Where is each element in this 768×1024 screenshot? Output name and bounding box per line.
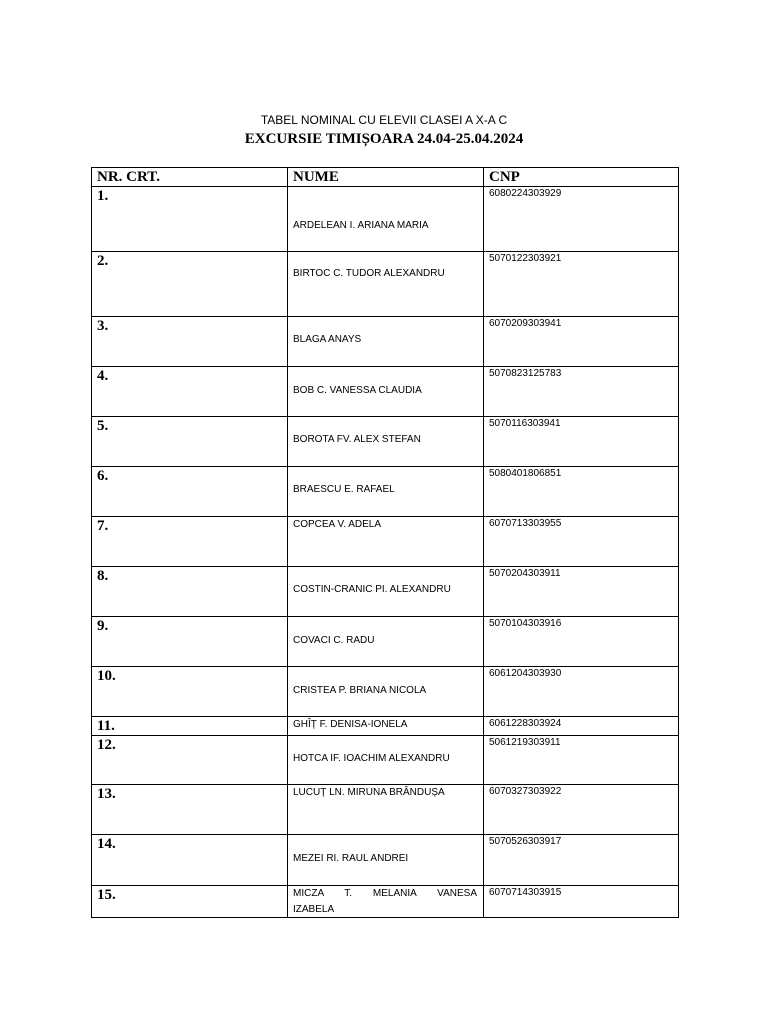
row-number: 5.	[92, 417, 288, 467]
row-name-cell	[288, 567, 484, 617]
table-row	[92, 417, 679, 467]
row-number: 4.	[92, 367, 288, 417]
table-row	[92, 252, 679, 317]
row-number: 10.	[92, 667, 288, 717]
student-name: CRISTEA P. BRIANA NICOLA	[293, 685, 427, 696]
table-row	[92, 667, 679, 717]
row-number: 12.	[92, 736, 288, 785]
row-cnp: 6070713303955	[484, 517, 679, 567]
table-header-row	[92, 168, 679, 187]
row-name-cell	[288, 252, 484, 317]
row-cnp: 5070823125783	[484, 367, 679, 417]
student-name-line2: IZABELA	[293, 904, 335, 915]
row-number: 13.	[92, 785, 288, 835]
table-row	[92, 736, 679, 785]
table-row	[92, 367, 679, 417]
table-row	[92, 517, 679, 567]
row-number: 3.	[92, 317, 288, 367]
row-cnp: 5070116303941	[484, 417, 679, 467]
row-number: 11.	[92, 717, 288, 736]
row-name-cell	[288, 835, 484, 886]
row-name-cell	[288, 467, 484, 517]
row-cnp: 6061228303924	[484, 717, 679, 736]
row-number: 6.	[92, 467, 288, 517]
page-title: TABEL NOMINAL CU ELEVII CLASEI A X-A C	[260, 113, 508, 127]
student-name-line1: MICZA T. MELANIA VANESA	[293, 888, 477, 899]
table-row	[92, 785, 679, 835]
row-cnp: 5070204303911	[484, 567, 679, 617]
student-name: COSTIN-CRANIC PI. ALEXANDRU	[293, 584, 451, 595]
row-name-cell	[288, 617, 484, 667]
student-name: BOB C. VANESSA CLAUDIA	[293, 385, 422, 396]
table-row	[92, 187, 679, 252]
student-name: LUCUȚ LN. MIRUNA BRÂNDUȘA	[293, 787, 445, 798]
row-name-cell	[288, 886, 484, 918]
row-name-cell	[288, 417, 484, 467]
row-number: 1.	[92, 187, 288, 252]
student-name: BIRTOC C. TUDOR ALEXANDRU	[293, 268, 445, 279]
student-name: COVACI C. RADU	[293, 635, 375, 646]
table-row	[92, 617, 679, 667]
row-cnp: 5061219303911	[484, 736, 679, 785]
table-row	[92, 835, 679, 886]
row-name-cell	[288, 736, 484, 785]
row-name-cell	[288, 517, 484, 567]
row-name-cell	[288, 785, 484, 835]
header-cnp: CNP	[484, 168, 679, 187]
students-table	[91, 167, 679, 918]
table-row	[92, 717, 679, 736]
student-name: MEZEI RI. RAUL ANDREI	[293, 853, 409, 864]
student-name: BLAGA ANAYS	[293, 334, 362, 345]
header-name: NUME	[288, 168, 484, 187]
table-row	[92, 317, 679, 367]
row-number: 9.	[92, 617, 288, 667]
row-cnp: 5070526303917	[484, 835, 679, 886]
row-name-cell	[288, 717, 484, 736]
row-number: 2.	[92, 252, 288, 317]
row-name-cell	[288, 187, 484, 252]
row-cnp: 6080224303929	[484, 187, 679, 252]
student-name: GHÎȚ F. DENISA-IONELA	[293, 719, 408, 730]
page-subtitle: EXCURSIE TIMIȘOARA 24.04-25.04.2024	[244, 131, 524, 147]
row-name-cell	[288, 667, 484, 717]
row-number: 15.	[92, 886, 288, 918]
row-name-cell	[288, 317, 484, 367]
row-number: 7.	[92, 517, 288, 567]
row-cnp: 5080401806851	[484, 467, 679, 517]
table-row	[92, 467, 679, 517]
row-cnp: 6070327303922	[484, 785, 679, 835]
row-cnp: 5070122303921	[484, 252, 679, 317]
row-cnp: 6070209303941	[484, 317, 679, 367]
row-number: 14.	[92, 835, 288, 886]
student-name: HOTCA IF. IOACHIM ALEXANDRU	[293, 753, 450, 764]
header-nr: NR. CRT.	[92, 168, 288, 187]
row-cnp: 5070104303916	[484, 617, 679, 667]
row-cnp: 6061204303930	[484, 667, 679, 717]
student-name: BOROTA FV. ALEX STEFAN	[293, 434, 421, 445]
row-name-cell	[288, 367, 484, 417]
student-name: BRAESCU E. RAFAEL	[293, 484, 395, 495]
table-row	[92, 886, 679, 918]
row-cnp: 6070714303915	[484, 886, 679, 918]
row-number: 8.	[92, 567, 288, 617]
student-name: ARDELEAN I. ARIANA MARIA	[293, 220, 429, 231]
table-row	[92, 567, 679, 617]
student-name: COPCEA V. ADELA	[293, 519, 382, 530]
